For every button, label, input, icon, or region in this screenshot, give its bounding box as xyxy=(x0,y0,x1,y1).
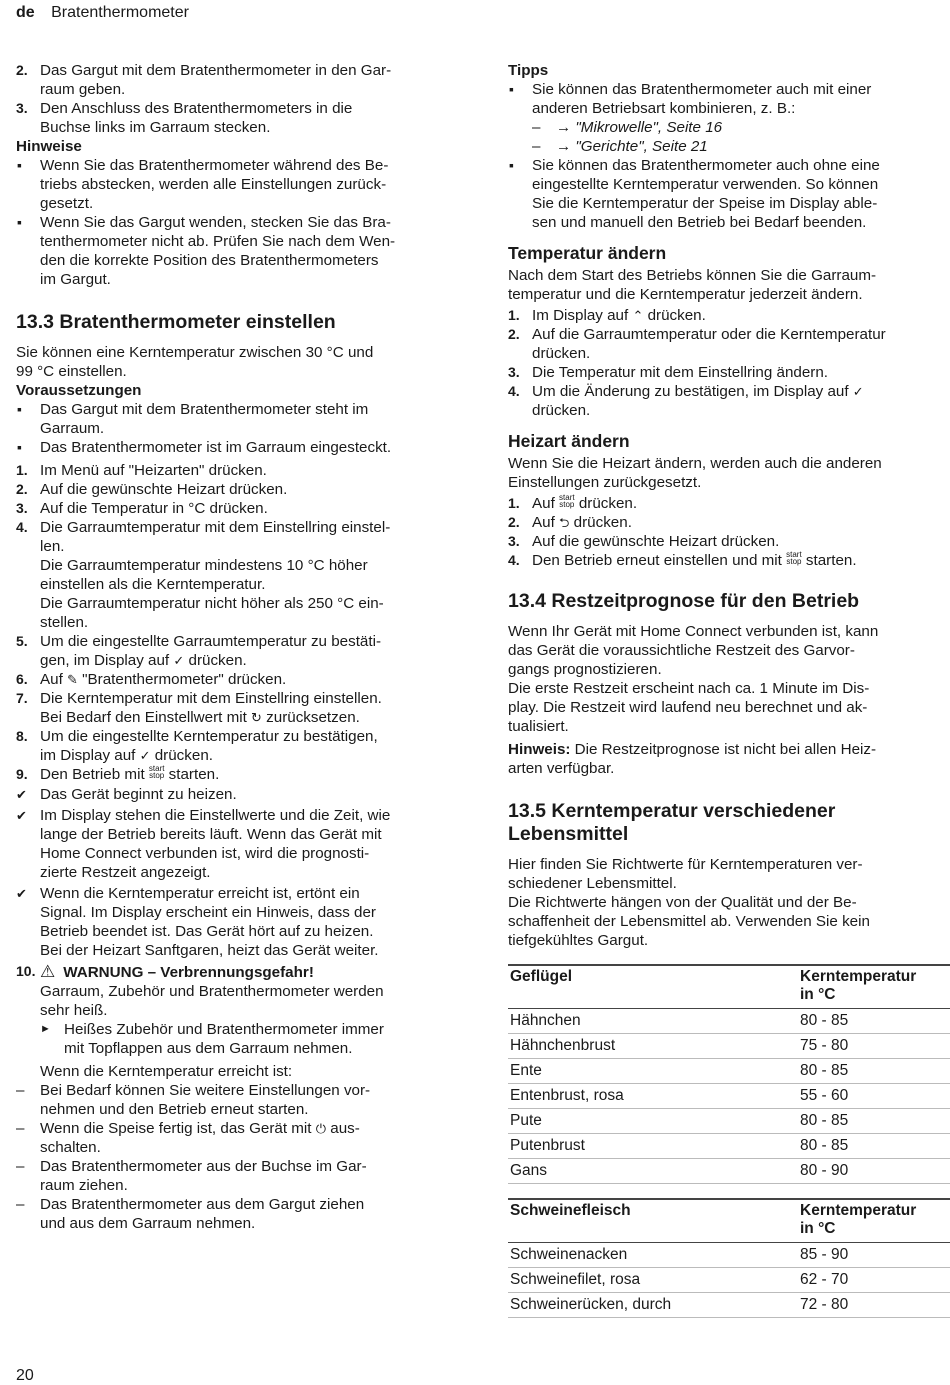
step-number: 5. xyxy=(16,633,28,649)
table-row xyxy=(508,1243,950,1268)
stop-label: stop xyxy=(559,500,575,509)
voraussetzung-item: ▪ Das Bratenthermometer ist im Garraum eingesteckt. xyxy=(16,438,454,457)
table-row xyxy=(508,1293,950,1318)
dash-item xyxy=(16,1081,454,1119)
voraussetzungen-heading: Voraussetzungen xyxy=(16,382,142,399)
table-cell: 85 - 90 xyxy=(798,1243,950,1268)
step-10 xyxy=(16,962,454,1081)
voraussetzungen-list xyxy=(16,400,454,457)
tipp-item: ▪ Sie können das Bratenthermometer auch mit einer anderen Betriebsart kombinieren, z. B.: xyxy=(508,80,950,118)
left-column xyxy=(16,61,454,1233)
dash-item xyxy=(16,1195,454,1233)
step-text: "Bratenthermometer" drücken. xyxy=(77,671,287,688)
step-6 xyxy=(16,670,454,689)
warning-title: WARNUNG – Verbrennungsgefahr! xyxy=(63,964,314,981)
header-title: Bratenthermometer xyxy=(51,4,189,21)
warning-action-text: Heißes Zubehör und Bratenthermometer immer mit Topflappen aus dem Garraum nehmen. xyxy=(64,1021,384,1057)
step-number: 4. xyxy=(508,552,520,568)
step-text: Die Garraumtemperatur mit dem Einstellring einstel- len. Die Garraumtemperatur mindestens 10 °C höher einstellen als die Kerntemperatur. Die Garraumtemperatur nicht höher als 250 °C ein- stellen. xyxy=(40,519,391,631)
step-text: drücken. xyxy=(150,747,213,764)
section-title-13-4: 13.4 Restzeitprognose für den Betrieb xyxy=(508,590,860,612)
tipps-heading: Tipps xyxy=(508,62,549,79)
link-text[interactable]: → "Mikrowelle", Seite 16 xyxy=(556,119,723,136)
table-cell: 72 - 80 xyxy=(798,1293,950,1318)
table-cell: 80 - 90 xyxy=(798,1159,950,1184)
table-row xyxy=(508,1159,950,1184)
gefluegel-table xyxy=(508,964,950,1184)
dash-marker: – xyxy=(16,1158,25,1175)
checkmark-icon: ✓ xyxy=(139,748,151,763)
table-cell: Schweinerücken, durch xyxy=(508,1293,798,1318)
warning-triangle-icon: ⚠ xyxy=(40,962,56,981)
section-title-13-3: 13.3 Bratenthermometer einstellen xyxy=(16,311,336,333)
table-row xyxy=(508,1034,950,1059)
step-number: 3. xyxy=(508,364,520,380)
step-3b xyxy=(16,499,454,518)
table-cell: 80 - 85 xyxy=(798,1134,950,1159)
heiz-step-1 xyxy=(508,494,950,513)
column-header: Kerntemperatur in °C xyxy=(798,1199,950,1243)
table-cell: Schweinefilet, rosa xyxy=(508,1268,798,1293)
thermometer-probe-icon: ✎ xyxy=(67,672,78,687)
step-text: Die Temperatur mit dem Einstellring ändern. xyxy=(532,364,829,381)
step-text: Auf die Temperatur in °C drücken. xyxy=(40,500,268,517)
heizart-steps xyxy=(508,494,950,570)
cross-reference-link[interactable] xyxy=(508,137,950,156)
kerntemperatur-text: Hier finden Sie Richtwerte für Kerntemperaturen ver- schiedener Lebensmittel. Die Richtwerte hängen von der Qualität und der Be- schaffenheit der Lebensmittel ab. Verwenden Sie kein tiefgekühltes Gargut. xyxy=(508,856,870,949)
start-label: start xyxy=(786,550,802,559)
triangle-right-icon: ► xyxy=(40,1023,51,1035)
step-2b xyxy=(16,480,454,499)
steps-list xyxy=(16,461,454,784)
chevron-up-icon: ⌃ xyxy=(632,308,644,323)
table-row xyxy=(508,1059,950,1084)
step-text: Im Display auf xyxy=(532,307,633,324)
start-stop-icon xyxy=(559,494,575,508)
reset-icon: ↻ xyxy=(251,710,262,725)
table-row xyxy=(508,1109,950,1134)
step-text: drücken. xyxy=(643,307,706,324)
step-number: 2. xyxy=(508,326,520,342)
step-text: Auf xyxy=(40,671,68,688)
start-label: start xyxy=(559,493,575,502)
table-cell: Hähnchen xyxy=(508,1009,798,1034)
table-row xyxy=(508,1084,950,1109)
temp-step-3 xyxy=(508,363,950,382)
dash-text: Das Bratenthermometer aus der Buchse im Gar- raum ziehen. xyxy=(40,1158,367,1194)
section-intro: Sie können eine Kerntemperatur zwischen 30 °C und 99 °C einstellen. xyxy=(16,344,374,380)
hint-text: Die Restzeitprognose ist nicht bei allen Heiz- arten verfügbar. xyxy=(508,741,877,777)
step-text: Auf die Garraumtemperatur oder die Kerntemperatur drücken. xyxy=(532,326,886,362)
power-icon: ⏻ xyxy=(315,1121,327,1136)
result-check-icon: ✔ xyxy=(16,787,27,802)
step-text: drücken. xyxy=(569,514,632,531)
step-number: 3. xyxy=(16,100,28,116)
hinweis-item: ▪ Wenn Sie das Gargut wenden, stecken Sie das Bra- tenthermometer nicht ab. Prüfen Sie nach dem Wen- den die korrekte Position des Bratenthermometers im Gargut. xyxy=(16,213,454,289)
dash-marker: – xyxy=(532,119,541,136)
table-row xyxy=(508,1268,950,1293)
step-number: 3. xyxy=(508,533,520,549)
step-text: drücken. xyxy=(184,652,247,669)
right-column xyxy=(508,61,950,1318)
dash-text: Wenn die Speise fertig ist, das Gerät mit xyxy=(40,1120,316,1137)
table-cell: 55 - 60 xyxy=(798,1084,950,1109)
step-text: Im Menü auf "Heizarten" drücken. xyxy=(40,462,267,479)
voraussetzung-item: ▪ Das Gargut mit dem Bratenthermometer steht im Garraum. xyxy=(16,400,454,438)
step-text: starten. xyxy=(801,552,857,569)
result-check-icon: ✔ xyxy=(16,808,27,823)
stop-label: stop xyxy=(149,771,165,780)
table-row xyxy=(508,1009,950,1034)
step-text: zurücksetzen. xyxy=(261,709,360,726)
step-text: Das Gargut mit dem Bratenthermometer in den Gar- raum geben. xyxy=(40,62,392,98)
step-text: Um die eingestellte Kerntemperatur zu bestätigen, im Display auf xyxy=(40,728,378,764)
table-cell: Pute xyxy=(508,1109,798,1134)
step-number: 4. xyxy=(508,383,520,399)
step-number: 7. xyxy=(16,690,28,706)
result-item xyxy=(16,785,454,804)
schweinefleisch-table xyxy=(508,1198,950,1318)
table-header-row xyxy=(508,965,950,1009)
hinweis-item: ▪ Wenn Sie das Bratenthermometer während des Be- triebs abstecken, werden alle Einstellungen zurück- gesetzt. xyxy=(16,156,454,213)
step-number: 3. xyxy=(16,500,28,516)
step-text: Die Kerntemperatur mit dem Einstellring einstellen. Bei Bedarf den Einstellwert mit xyxy=(40,690,382,726)
dash-text: aus- schalten. xyxy=(40,1120,360,1156)
link-text[interactable]: → "Gerichte", Seite 21 xyxy=(556,138,708,155)
warning-heading xyxy=(40,962,454,982)
checkmark-icon: ✓ xyxy=(173,653,185,668)
result-text: Im Display stehen die Einstellwerte und die Zeit, wie lange der Betrieb bereits läuft. Wenn das Gerät mit Home Connect verbunden ist, wird die prognosti- zierte Restzeit angezeigt. xyxy=(40,807,391,881)
step-text: Um die Änderung zu bestätigen, im Display auf xyxy=(532,383,853,400)
step-number: 1. xyxy=(508,495,520,511)
step-text: Den Anschluss des Bratenthermometers in die Buchse links im Garraum stecken. xyxy=(40,100,353,136)
step-text: starten. xyxy=(164,766,220,783)
table-cell: Entenbrust, rosa xyxy=(508,1084,798,1109)
dash-marker: – xyxy=(16,1120,25,1137)
step-number: 6. xyxy=(16,671,28,687)
tipps-list-2 xyxy=(508,156,950,232)
hinweise-heading: Hinweise xyxy=(16,138,82,155)
temperatur-steps xyxy=(508,306,950,420)
step-1 xyxy=(16,461,454,480)
dash-item xyxy=(16,1119,454,1157)
stop-label: stop xyxy=(786,557,802,566)
step-3 xyxy=(16,99,454,137)
table-cell: 80 - 85 xyxy=(798,1009,950,1034)
step-text: Den Betrieb mit xyxy=(40,766,149,783)
dash-list xyxy=(16,1081,454,1233)
step-text: drücken. xyxy=(532,402,591,419)
table-cell: Hähnchenbrust xyxy=(508,1034,798,1059)
heiz-step-3 xyxy=(508,532,950,551)
step-number: 1. xyxy=(508,307,520,323)
step-text: drücken. xyxy=(574,495,638,512)
table-cell: Putenbrust xyxy=(508,1134,798,1159)
step-number: 9. xyxy=(16,766,28,782)
results-list xyxy=(16,785,454,960)
table-header-row xyxy=(508,1199,950,1243)
result-item xyxy=(16,806,454,882)
temperatur-aendern-heading: Temperatur ändern xyxy=(508,243,667,263)
step-8 xyxy=(16,727,454,765)
step-number: 1. xyxy=(16,462,28,478)
result-text: Das Gerät beginnt zu heizen. xyxy=(40,786,237,803)
table-cell: 80 - 85 xyxy=(798,1109,950,1134)
start-stop-icon xyxy=(149,765,165,779)
step-5 xyxy=(16,632,454,670)
result-text: Wenn die Kerntemperatur erreicht ist, ertönt ein Signal. Im Display erscheint ein Hinweis, dass der Betrieb beendet ist. Das Gerät hört auf zu heizen. Bei der Heizart Sanftgaren, heizt das Gerät weiter. xyxy=(40,885,379,959)
page-header xyxy=(16,3,189,22)
checkmark-icon: ✓ xyxy=(852,384,864,399)
table-cell: Ente xyxy=(508,1059,798,1084)
back-arrow-icon: ⮌ xyxy=(559,515,570,530)
step-number: 4. xyxy=(16,519,28,535)
temp-step-2 xyxy=(508,325,950,363)
step-number: 2. xyxy=(508,514,520,530)
dash-text: Bei Bedarf können Sie weitere Einstellungen vor- nehmen und den Betrieb erneut starten. xyxy=(40,1082,371,1118)
step-text: Auf die gewünschte Heizart drücken. xyxy=(40,481,288,498)
step-9 xyxy=(16,765,454,784)
result-item xyxy=(16,884,454,960)
heiz-step-2 xyxy=(508,513,950,532)
step-number: 8. xyxy=(16,728,28,744)
heizart-aendern-heading: Heizart ändern xyxy=(508,431,630,451)
result-check-icon: ✔ xyxy=(16,886,27,901)
step-text: Um die eingestellte Garraumtemperatur zu bestäti- gen, im Display auf xyxy=(40,633,382,669)
hinweise-list xyxy=(16,156,454,289)
table-cell: 62 - 70 xyxy=(798,1268,950,1293)
tipp-item: ▪ Sie können das Bratenthermometer auch ohne eine eingestellte Kerntemperatur verwenden. So können Sie die Kerntemperatur der Speise im Display able- sen und manuell den Betrieb bei Bedarf beenden. xyxy=(508,156,950,232)
step-4 xyxy=(16,518,454,632)
step-text: Auf xyxy=(532,514,560,531)
restzeit-text: Wenn Ihr Gerät mit Home Connect verbunden ist, kann das Gerät die voraussichtliche Restzeit des Garvor- gangs prognostizieren. Die erste Restzeit erscheint nach ca. 1 Minute im Dis- play. Die Restzeit wird laufend neu berechnet und ak- tualisiert. xyxy=(508,623,879,735)
dash-text: Das Bratenthermometer aus dem Gargut ziehen und aus dem Garraum nehmen. xyxy=(40,1196,365,1232)
step-number: 10. xyxy=(16,963,36,979)
warning-text: Garraum, Zubehör und Bratenthermometer werden sehr heiß. xyxy=(40,983,384,1019)
cross-reference-link[interactable] xyxy=(508,118,950,137)
table-cell: 75 - 80 xyxy=(798,1034,950,1059)
start-label: start xyxy=(148,764,165,773)
step-text: Den Betrieb erneut einstellen und mit xyxy=(532,552,787,569)
step-number: 2. xyxy=(16,62,28,78)
tipps-list xyxy=(508,80,950,118)
table-row xyxy=(508,1134,950,1159)
dash-marker: – xyxy=(532,138,541,155)
steps-top xyxy=(16,61,454,137)
step-2 xyxy=(16,61,454,99)
column-header: Geflügel xyxy=(508,965,798,1009)
column-header: Schweinefleisch xyxy=(508,1199,798,1243)
temp-step-4 xyxy=(508,382,950,420)
hint-label: Hinweis: xyxy=(508,741,571,758)
table-cell: 80 - 85 xyxy=(798,1059,950,1084)
dash-marker: – xyxy=(16,1196,25,1213)
column-header: Kerntemperatur in °C xyxy=(798,965,950,1009)
language-code: de xyxy=(16,4,35,21)
step-7 xyxy=(16,689,454,727)
page-number: 20 xyxy=(16,1367,34,1384)
temp-step-1 xyxy=(508,306,950,325)
step-text: Auf die gewünschte Heizart drücken. xyxy=(532,533,780,550)
when-reached-text: Wenn die Kerntemperatur erreicht ist: xyxy=(40,1063,293,1080)
restzeit-hint xyxy=(508,740,950,778)
start-stop-icon xyxy=(786,551,802,565)
step-text: Auf xyxy=(532,495,560,512)
heizart-intro: Wenn Sie die Heizart ändern, werden auch die anderen Einstellungen zurückgesetzt. xyxy=(508,455,882,491)
dash-marker: – xyxy=(16,1082,25,1099)
dash-item xyxy=(16,1157,454,1195)
table-cell: Gans xyxy=(508,1159,798,1184)
heiz-step-4 xyxy=(508,551,950,570)
table-cell: Schweinenacken xyxy=(508,1243,798,1268)
section-title-13-5: 13.5 Kerntemperatur verschiedener Lebensmittel xyxy=(508,800,836,845)
step-number: 2. xyxy=(16,481,28,497)
warning-action xyxy=(40,1020,454,1058)
temperatur-intro: Nach dem Start des Betriebs können Sie die Garraum- temperatur und die Kerntemperatur jederzeit ändern. xyxy=(508,267,877,303)
